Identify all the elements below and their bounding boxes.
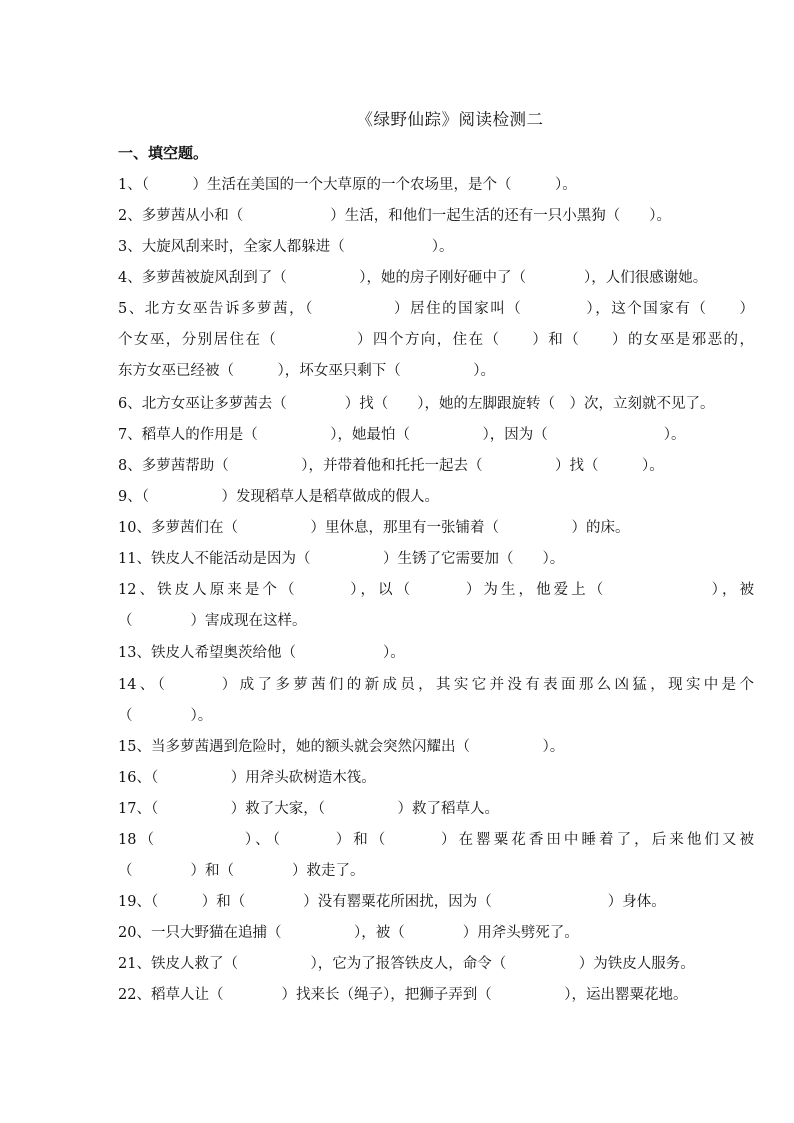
question-line: 6、北方女巫让多萝茜去（ ）找（ ），她的左脚跟旋转（ ）次，立刻就不见了。: [118, 396, 715, 412]
question-line: 9、（ ）发现稻草人是稻草做成的假人。: [118, 489, 439, 505]
question-line: 11、铁皮人不能活动是因为（ ）生锈了它需要加（ ）。: [118, 551, 565, 567]
page-title: 《绿野仙踪》阅读检测二: [356, 110, 544, 129]
section-heading: 一、填空题。: [118, 144, 209, 162]
question-line: 17、（ ）救了大家，（ ）救了稻草人。: [118, 801, 499, 817]
question-line: （ ）和（ ）救走了。: [118, 863, 365, 879]
question-line: 14、（ ）成了多萝茜们的新成员，其实它并没有表面那么凶猛，现实中是个: [118, 677, 754, 693]
question-line: 22、稻草人让（ ）找来长（绳子），把狮子弄到（ ），运出罂粟花地。: [118, 987, 688, 1003]
question-line: 21、铁皮人救了（ ），它为了报答铁皮人，命令（ ）为铁皮人服务。: [118, 956, 695, 972]
question-line: 8、多萝茜帮助（ ），并带着他和托托一起去（ ）找（ ）。: [118, 458, 664, 474]
question-line: 16、（ ）用斧头砍树造木筏。: [118, 770, 376, 786]
question-line: （ ）。: [118, 708, 213, 724]
question-line: （ ）害成现在这样。: [118, 613, 307, 629]
question-line: 15、当多萝茜遇到危险时，她的额头就会突然闪耀出（ ）。: [118, 739, 565, 755]
question-line: 19、（ ）和（ ）没有罂粟花所困扰，因为（ ）身体。: [118, 894, 666, 910]
question-line: 20、一只大野猫在追捕（ ），被（ ）用斧头劈死了。: [118, 925, 579, 941]
question-line: 1、（ ）生活在美国的一个大草原的一个农场里，是个（ ）。: [118, 177, 577, 193]
question-line: 个女巫，分别居住在（ ）四个方向，住在（ ）和（ ）的女巫是邪恶的，: [118, 332, 754, 348]
question-line: 18（ ）、（ ）和（ ）在罂粟花香田中睡着了，后来他们又被: [118, 832, 754, 848]
question-line: 10、多萝茜们在（ ）里休息，那里有一张铺着（ ）的床。: [118, 520, 630, 536]
question-line: 2、多萝茜从小和（ ）生活，和他们一起生活的还有一只小黑狗（ ）。: [118, 208, 671, 224]
question-line: 12、铁皮人原来是个（ ），以（ ）为生，他爱上（ ），被: [118, 582, 754, 598]
question-line: 东方女巫已经被（ ），坏女巫只剩下（ ）。: [118, 363, 495, 379]
question-line: 13、铁皮人希望奥茨给他（ ）。: [118, 645, 405, 661]
question-line: 4、多萝茜被旋风刮到了（ ），她的房子刚好砸中了（ ），人们很感谢她。: [118, 270, 708, 286]
question-line: 7、稻草人的作用是（ ），她最怕（ ），因为（ ）。: [118, 427, 686, 443]
question-line: 3、大旋风刮来时，全家人都躲进（ ）。: [118, 239, 454, 255]
question-line: 5、北方女巫告诉多萝茜，（ ）居住的国家叫（ ），这个国家有（ ）: [118, 301, 754, 317]
